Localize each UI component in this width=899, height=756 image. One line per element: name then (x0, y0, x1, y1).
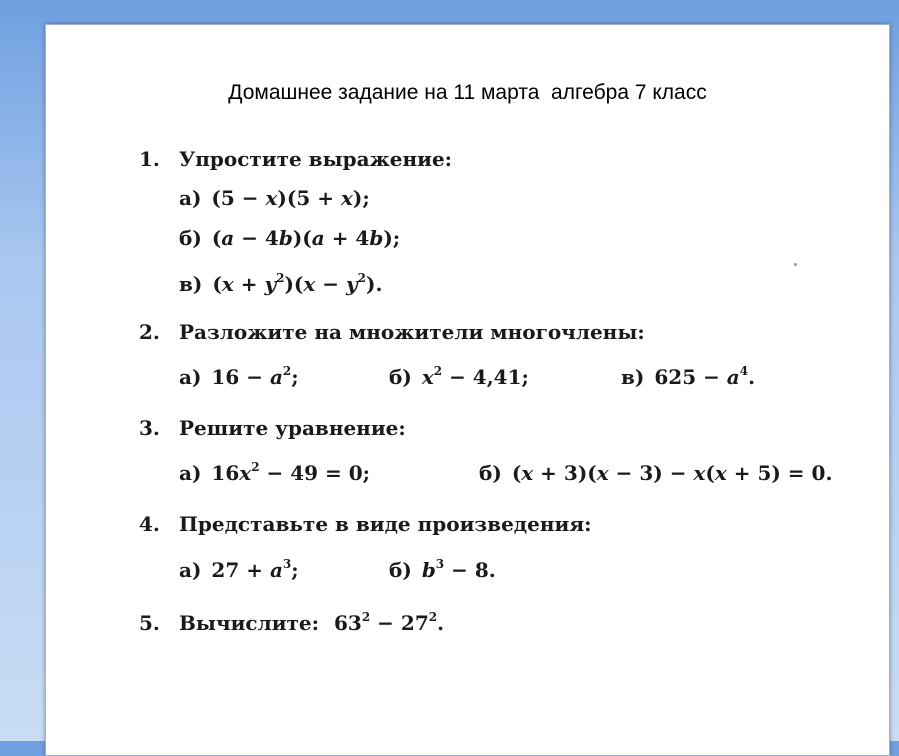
task-3b (479, 461, 832, 485)
document-title: Домашнее задание на 11 марта алгебра 7 класс (228, 81, 707, 104)
task-5-text: Вычислите: (179, 611, 320, 635)
task-2b (389, 365, 529, 389)
label-b: б) (179, 226, 202, 250)
speck-dot (794, 263, 797, 266)
expression-3a: $16x^2 - 49 = 0$; (211, 460, 371, 485)
label-b: б) (389, 558, 412, 582)
task-3-number: 3. (139, 416, 160, 440)
label-v: в) (621, 365, 645, 389)
task-1-heading (139, 147, 452, 171)
expression-1b: (a − 4b)(a + 4b); (211, 226, 401, 250)
task-1v (179, 272, 382, 296)
task-3-heading (139, 416, 406, 440)
expression-4b: $b^3 - 8$. (421, 557, 496, 582)
task-4-number: 4. (139, 512, 160, 536)
expression-5: $63^2 - 27^2$. (334, 610, 445, 635)
task-1-text: Упростите выражение: (179, 147, 453, 171)
task-4b (389, 558, 496, 582)
label-b: б) (389, 365, 412, 389)
task-4-text: Представьте в виде произведения: (179, 512, 592, 536)
task-4a (179, 558, 299, 582)
task-4-heading (139, 512, 591, 536)
label-a: а) (179, 186, 202, 210)
expression-3b: (x + 3)(x − 3) − x(x + 5) = 0. (511, 461, 833, 485)
task-1a (179, 186, 370, 210)
task-2-number: 2. (139, 320, 160, 344)
label-a: а) (179, 558, 202, 582)
task-3-text: Решите уравнение: (179, 416, 406, 440)
expression-2a: $16 - a^2$; (211, 364, 299, 389)
label-a: а) (179, 461, 202, 485)
label-a: а) (179, 365, 202, 389)
task-2-heading (139, 320, 645, 344)
task-3a (179, 461, 370, 485)
task-2v (621, 365, 755, 389)
task-1b (179, 226, 400, 250)
expression-1v: $(x + y^2)(x - y^2)$. (212, 271, 383, 296)
expression-2v: $625 - a^4$. (654, 364, 756, 389)
task-2a (179, 365, 299, 389)
expression-1a: (5 − x)(5 + x); (211, 186, 370, 210)
document-page (45, 24, 890, 756)
task-5-number: 5. (139, 611, 160, 635)
task-5-heading (139, 611, 444, 635)
expression-4a: $27 + a^3$; (211, 557, 299, 582)
expression-2b: $x^2 - 4,41$; (421, 364, 529, 389)
task-2-text: Разложите на множители многочлены: (179, 320, 645, 344)
label-b: б) (479, 461, 502, 485)
label-v: в) (179, 272, 203, 296)
task-1-number: 1. (139, 147, 160, 171)
